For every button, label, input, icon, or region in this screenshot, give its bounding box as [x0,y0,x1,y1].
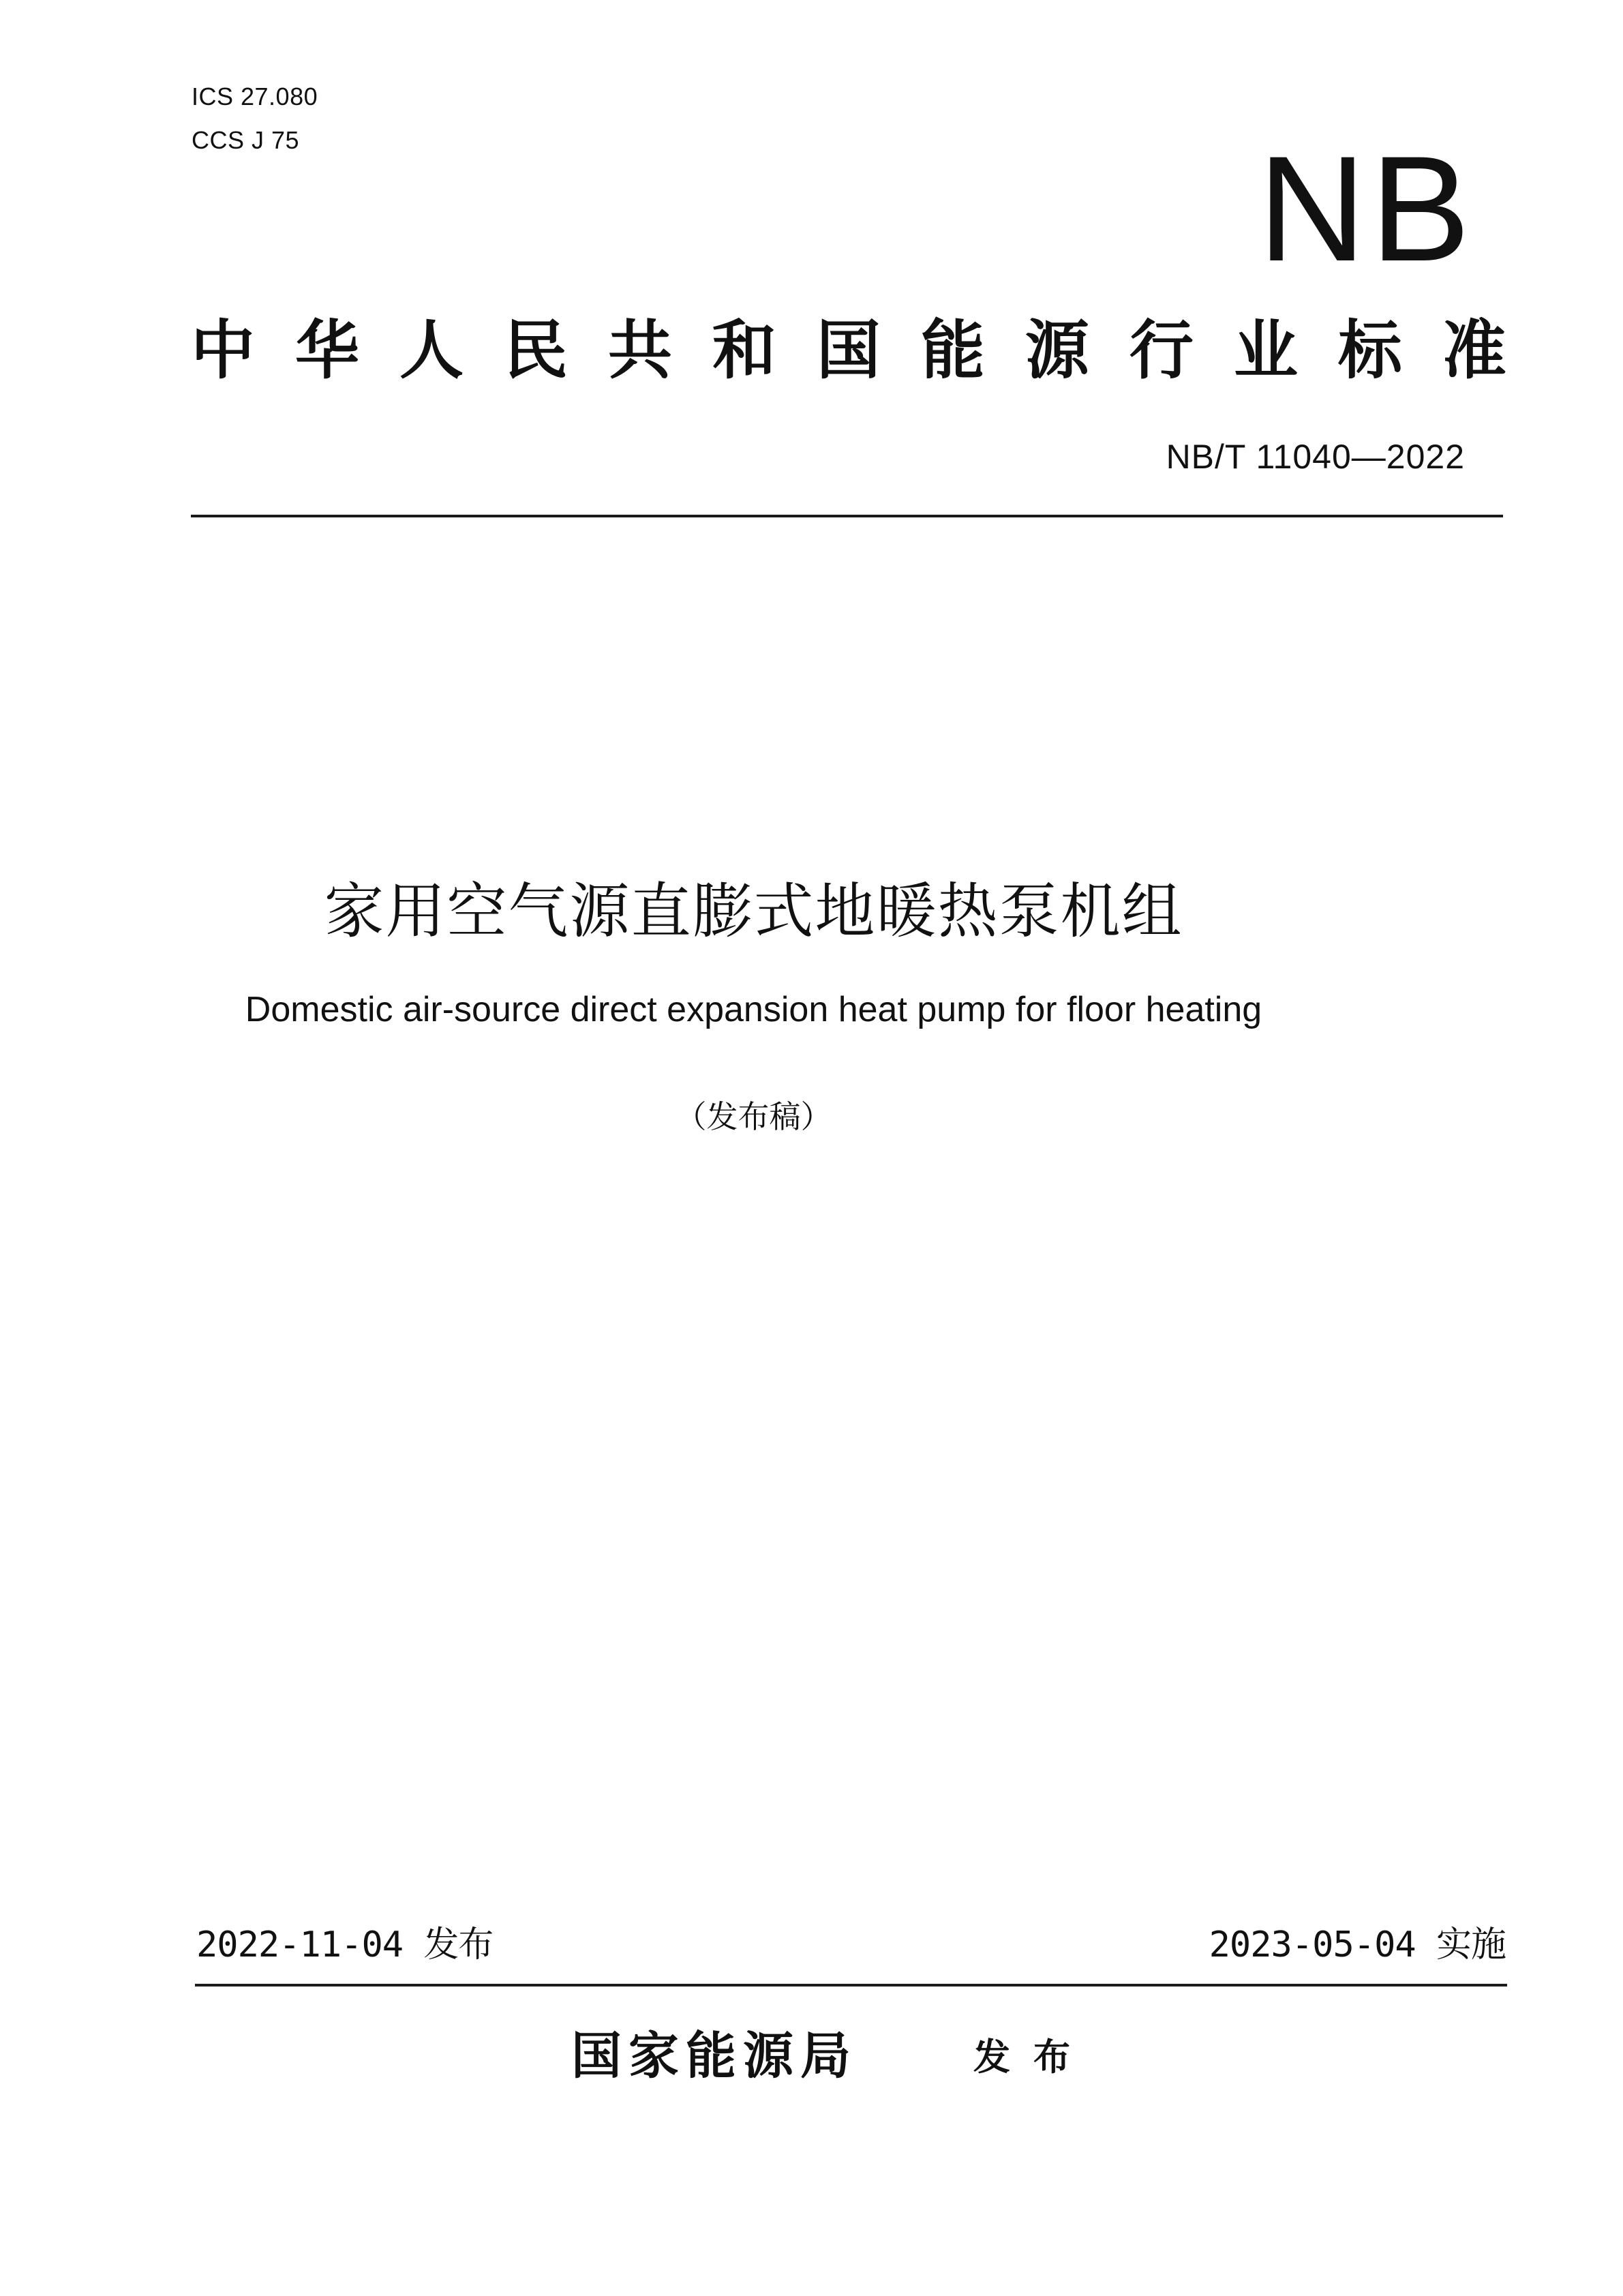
org-title-char: 华 [294,314,359,388]
standard-code: NB/T 11040—2022 [1166,438,1465,476]
header-divider [191,515,1503,517]
org-title-char: 标 [1337,314,1402,388]
issuer-name: 国家能源局 [571,2027,858,2085]
org-title-char: 共 [607,314,672,388]
org-title-char: 人 [399,314,464,388]
draft-status: （发布稿） [675,1098,832,1135]
org-title-char: 和 [712,314,776,388]
org-title-char: 源 [1025,314,1089,388]
org-title-char: 能 [920,314,985,388]
org-title-char: 行 [1129,314,1194,388]
org-title-char: 业 [1233,314,1298,388]
org-title-char: 准 [1442,314,1506,388]
nb-logo: NB [1258,125,1474,292]
ics-code: ICS 27.080 [192,82,318,110]
org-title-char: 国 [816,314,881,388]
org-title-char: 中 [191,314,256,388]
ccs-code: CCS J 75 [192,126,300,154]
org-title-char: 民 [503,314,568,388]
implementation-date: 2023-05-04 实施 [1209,1924,1506,1965]
issue-label: 发布 [973,2036,1093,2079]
org-title [191,310,1506,392]
document-title-en: Domestic air-source direct expansion heat pump for floor heating [245,990,1262,1029]
document-title-cn: 家用空气源直膨式地暖热泵机组 [324,876,1183,946]
issue-date: 2022-11-04 发布 [196,1924,494,1965]
footer-divider [195,1984,1507,1987]
